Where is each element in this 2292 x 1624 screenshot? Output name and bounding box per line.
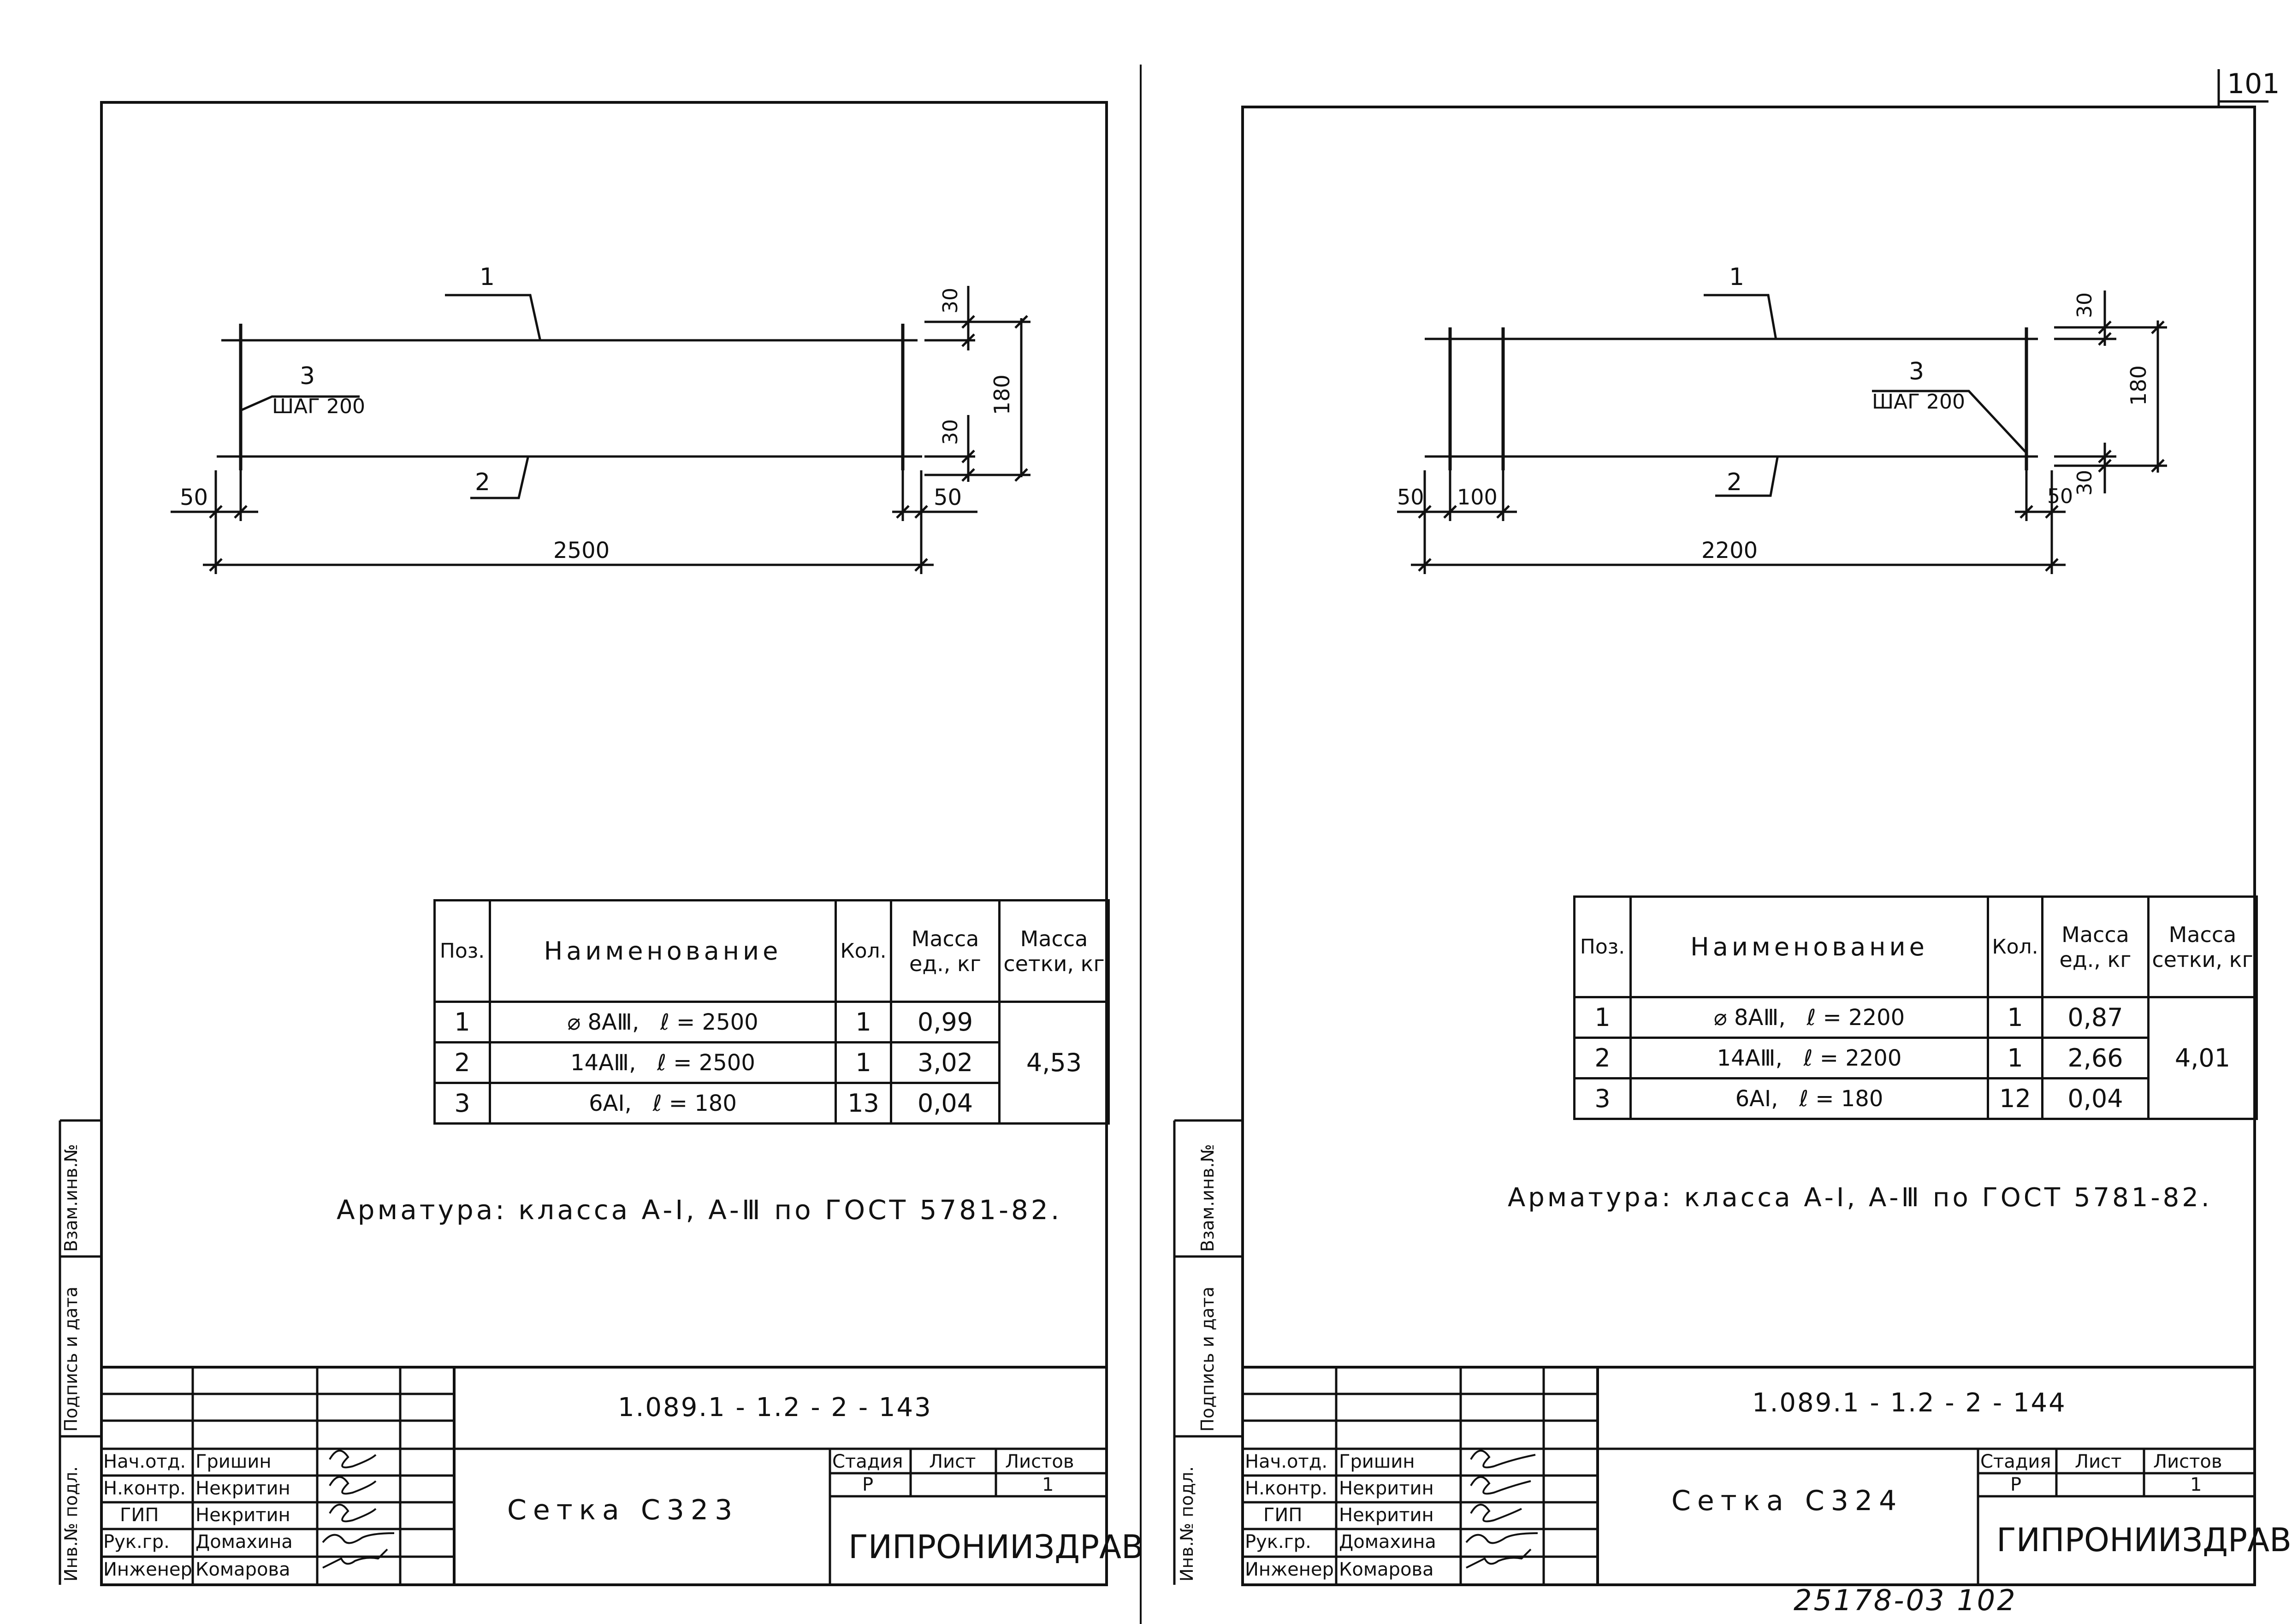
signatures-left xyxy=(323,1451,394,1568)
right-name-2: Некритин xyxy=(1339,1505,1434,1526)
left-sheets-value: 1 xyxy=(1042,1474,1054,1495)
row2-name: 14АⅢ, ℓ = 2500 xyxy=(490,1043,836,1083)
right-name-0: Гришин xyxy=(1339,1451,1415,1472)
right-role-2: ГИП xyxy=(1263,1505,1303,1526)
left-spec-table xyxy=(433,899,1110,1125)
right-name-3: Домахина xyxy=(1339,1531,1436,1553)
right-dim-left-inner: 100 xyxy=(1457,485,1498,510)
left-role-0: Нач.отд. xyxy=(103,1451,186,1472)
left-side-label-sign: Подпись и дата xyxy=(61,1286,81,1432)
left-name-2: Некритин xyxy=(195,1505,290,1526)
row3-pos: 3 xyxy=(1575,1079,1631,1119)
row2-mass: 2,66 xyxy=(2043,1038,2149,1079)
row1-qty: 1 xyxy=(1988,997,2043,1038)
right-name-1: Некритин xyxy=(1339,1478,1434,1499)
signatures-right xyxy=(1466,1451,1538,1568)
left-dim-length: 2500 xyxy=(553,538,610,563)
page-number: 101 xyxy=(2227,68,2280,100)
right-dim-left-end: 50 xyxy=(1397,485,1424,510)
left-sheets-label: Листов xyxy=(1005,1451,1074,1472)
left-dim-bottom-offset: 30 xyxy=(939,419,962,445)
row2-mass: 3,02 xyxy=(891,1043,1000,1083)
left-stage-value: Р xyxy=(862,1474,874,1495)
header-pos: Поз. xyxy=(435,901,490,1002)
header-qty: Кол. xyxy=(1988,897,2043,997)
header-mass-total: Масса сетки, кг xyxy=(2149,897,2257,997)
row2-name: 14АⅢ, ℓ = 2200 xyxy=(1631,1038,1988,1079)
left-sheet-label: Лист xyxy=(929,1451,976,1472)
left-side-label-inv: Инв.№ подл. xyxy=(61,1466,81,1582)
left-role-3: Рук.гр. xyxy=(103,1531,170,1553)
left-dim-top-offset: 30 xyxy=(939,288,962,314)
left-organization: ГИПРОНИИЗДРАВ xyxy=(848,1528,1144,1566)
right-spec-table xyxy=(1573,895,2258,1120)
row3-qty: 13 xyxy=(836,1083,891,1124)
right-role-0: Нач.отд. xyxy=(1245,1451,1328,1472)
left-step-label: ШАГ 200 xyxy=(272,395,365,418)
row1-qty: 1 xyxy=(836,1002,891,1043)
left-stage-label: Стадия xyxy=(832,1451,903,1472)
left-doc-code: 1.089.1 - 1.2 - 2 - 143 xyxy=(618,1393,932,1422)
left-name-0: Гришин xyxy=(195,1451,272,1472)
header-name: Наименование xyxy=(490,901,836,1002)
left-dim-left-end: 50 xyxy=(180,485,208,510)
right-drawing-name: Сетка С324 xyxy=(1671,1485,1903,1517)
row1-pos: 1 xyxy=(435,1002,490,1043)
left-side-label-replace: Взам.инв.№ xyxy=(61,1144,81,1252)
row1-name: ⌀ 8АⅢ, ℓ = 2500 xyxy=(490,1002,836,1043)
right-dim-length: 2200 xyxy=(1701,538,1758,563)
right-dim-bottom-offset: 30 xyxy=(2073,470,2097,496)
right-side-label-sign: Подпись и дата xyxy=(1197,1286,1218,1432)
right-stage-label: Стадия xyxy=(1980,1451,2051,1472)
right-role-1: Н.контр. xyxy=(1245,1478,1327,1499)
left-name-4: Комарова xyxy=(195,1559,290,1580)
left-drawing-name: Сетка С323 xyxy=(507,1494,739,1526)
row3-mass: 0,04 xyxy=(2043,1079,2149,1119)
row1-pos: 1 xyxy=(1575,997,1631,1038)
header-name: Наименование xyxy=(1631,897,1988,997)
total-mass: 4,01 xyxy=(2149,997,2257,1119)
right-note: Арматура: класса А-Ⅰ, А-Ⅲ по ГОСТ 5781-82. xyxy=(1508,1183,2212,1213)
row3-name: 6АⅠ, ℓ = 180 xyxy=(490,1083,836,1124)
right-sheets-value: 1 xyxy=(2190,1474,2202,1495)
right-dim-height: 180 xyxy=(2126,365,2151,406)
left-role-1: Н.контр. xyxy=(103,1478,186,1499)
left-note: Арматура: класса А-Ⅰ, А-Ⅲ по ГОСТ 5781-82. xyxy=(337,1194,1062,1226)
left-pos1-label: 1 xyxy=(480,263,495,291)
right-pos3-label: 3 xyxy=(1909,358,1925,385)
right-side-label-replace: Взам.инв.№ xyxy=(1197,1144,1218,1252)
right-dim-right-end: 50 xyxy=(2047,485,2073,508)
left-pos2-label: 2 xyxy=(475,468,491,496)
header-mass-total: Масса сетки, кг xyxy=(1000,901,1109,1002)
row2-qty: 1 xyxy=(1988,1038,2043,1079)
header-pos: Поз. xyxy=(1575,897,1631,997)
left-role-2: ГИП xyxy=(120,1505,159,1526)
left-dim-height: 180 xyxy=(989,374,1014,415)
row1-mass: 0,99 xyxy=(891,1002,1000,1043)
row1-name: ⌀ 8АⅢ, ℓ = 2200 xyxy=(1631,997,1988,1038)
archive-number: 25178-03 102 xyxy=(1794,1583,2017,1617)
right-sheet-label: Лист xyxy=(2075,1451,2122,1472)
left-pos3-label: 3 xyxy=(300,362,315,390)
row3-mass: 0,04 xyxy=(891,1083,1000,1124)
right-organization: ГИПРОНИИЗДРАВ xyxy=(1996,1521,2292,1559)
right-stage-value: Р xyxy=(2010,1474,2022,1495)
total-mass: 4,53 xyxy=(1000,1002,1109,1124)
right-pos1-label: 1 xyxy=(1729,263,1745,291)
right-step-label: ШАГ 200 xyxy=(1872,390,1965,414)
right-role-3: Рук.гр. xyxy=(1245,1531,1311,1553)
right-side-label-inv: Инв.№ подл. xyxy=(1177,1466,1197,1582)
row3-name: 6АⅠ, ℓ = 180 xyxy=(1631,1079,1988,1119)
header-mass-unit: Масса ед., кг xyxy=(891,901,1000,1002)
left-name-1: Некритин xyxy=(195,1478,290,1499)
right-doc-code: 1.089.1 - 1.2 - 2 - 144 xyxy=(1752,1388,2067,1418)
row2-pos: 2 xyxy=(1575,1038,1631,1079)
left-name-3: Домахина xyxy=(195,1531,293,1553)
right-pos2-label: 2 xyxy=(1727,468,1742,496)
right-role-4: Инженер xyxy=(1245,1559,1334,1580)
row3-pos: 3 xyxy=(435,1083,490,1124)
header-qty: Кол. xyxy=(836,901,891,1002)
row2-qty: 1 xyxy=(836,1043,891,1083)
header-mass-unit: Масса ед., кг xyxy=(2043,897,2149,997)
left-role-4: Инженер xyxy=(103,1559,192,1580)
row2-pos: 2 xyxy=(435,1043,490,1083)
row3-qty: 12 xyxy=(1988,1079,2043,1119)
left-dim-right-end: 50 xyxy=(934,485,962,510)
right-sheets-label: Листов xyxy=(2153,1451,2222,1472)
row1-mass: 0,87 xyxy=(2043,997,2149,1038)
right-dim-top-offset: 30 xyxy=(2073,292,2097,318)
right-name-4: Комарова xyxy=(1339,1559,1434,1580)
